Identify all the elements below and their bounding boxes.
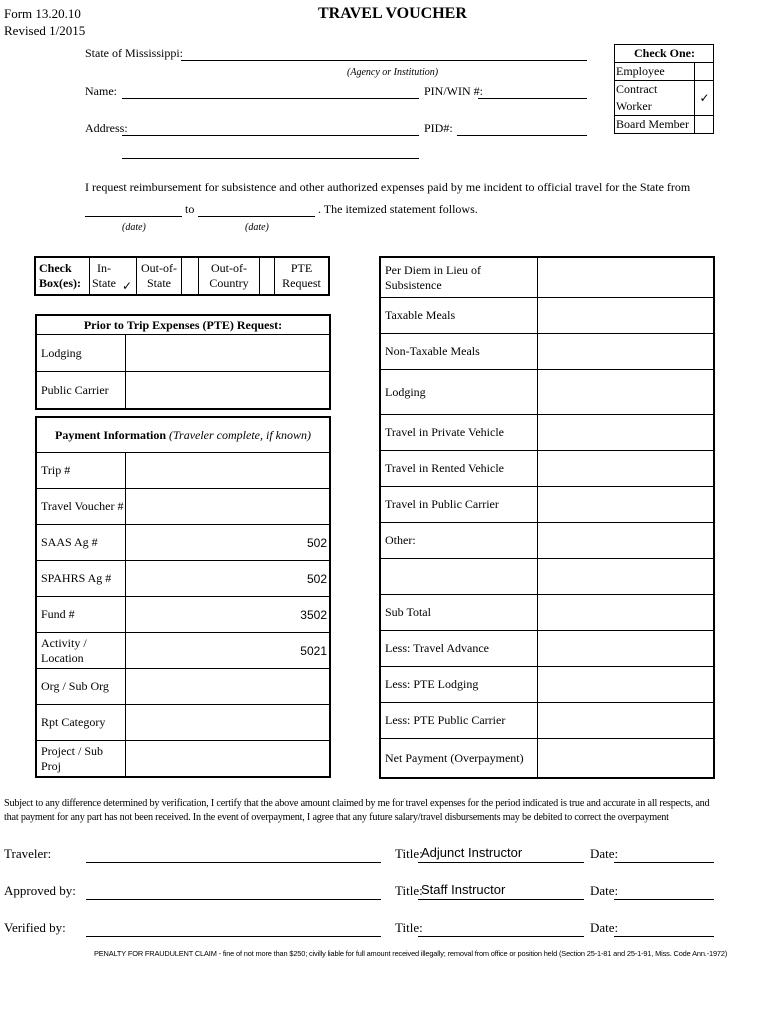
trip-number-field[interactable] [126,453,331,489]
address-field-1[interactable] [122,135,419,136]
row-label: Org / Sub Org [36,669,126,705]
row-label: SPAHRS Ag # [36,561,126,597]
expense-label[interactable] [380,559,538,595]
table-row [380,487,714,523]
out-of-state-checkbox[interactable]: Out-of- State [137,257,182,295]
table-row [380,523,714,559]
row-label: Trip # [36,453,126,489]
rpt-category-field[interactable] [126,705,331,741]
expense-label: Net Payment (Overpayment) [380,739,538,779]
rented-vehicle-field[interactable] [538,451,715,487]
agency-field[interactable] [181,60,587,61]
other-field-2[interactable] [538,559,715,595]
expense-label: Per Diem in Lieu of Subsistence [380,257,538,298]
per-diem-field[interactable] [538,257,715,298]
approver-title-value: Staff Instructor [421,882,506,897]
public-carrier-field[interactable] [538,487,715,523]
table-row [380,667,714,703]
table-row [380,370,714,415]
table-row [36,489,330,525]
date-from-caption: (date) [122,222,146,233]
expense-label: Sub Total [380,595,538,631]
title-label: Title: [395,846,423,861]
approver-signature-field[interactable] [86,899,381,900]
travel-type-checkboxes [34,256,330,296]
approver-title-field[interactable] [418,899,584,900]
table-row [380,631,714,667]
check-option-employee[interactable] [615,63,714,81]
check-one-header: Check One: [615,45,714,63]
option-checkbox[interactable] [695,116,714,134]
checkbox-label: Check Box(es): [35,257,90,295]
table-row [380,334,714,370]
table-row [36,561,330,597]
subtotal-field[interactable] [538,595,715,631]
table-row [380,739,714,779]
row-label: Project / Sub Proj [36,741,126,778]
certification-text: Subject to any difference determined by verification, I certify that the above amount claimed by me for travel expenses for the period indicated is true and accurate in all respects, and that payment for any part has not been received. In the event of overpayment, I agree that any future salary/travel disbursements may be debited to correct the overpayment [4,798,710,823]
pid-label: PID#: [424,121,453,135]
revised-date: Revised 1/2015 [4,23,86,38]
pte-public-carrier-field[interactable] [126,372,331,410]
traveler-title-value: Adjunct Instructor [421,845,523,860]
date-label: Date: [590,846,619,861]
request-text: I request reimbursement for subsistence and other authorized expenses paid by me incident to official travel for the State from [85,180,691,194]
option-checkbox[interactable]: ✓ [695,81,714,116]
agency-caption: (Agency or Institution) [347,67,439,78]
taxable-meals-field[interactable] [538,298,715,334]
table-row [36,453,330,489]
row-label: Fund # [36,597,126,633]
expense-label: Taxable Meals [380,298,538,334]
pte-header: Prior to Trip Expenses (PTE) Request: [36,315,330,335]
date-to-field[interactable] [198,216,315,217]
org-field[interactable] [126,669,331,705]
other-field[interactable] [538,523,715,559]
expense-label: Non-Taxable Meals [380,334,538,370]
name-label: Name: [85,84,117,98]
row-label: Travel Voucher # [36,489,126,525]
expense-label: Travel in Private Vehicle [380,415,538,451]
pte-lodging-less-field[interactable] [538,667,715,703]
row-label: Rpt Category [36,705,126,741]
expense-label: Less: PTE Public Carrier [380,703,538,739]
check-one-box [614,44,714,134]
table-row [36,597,330,633]
non-taxable-meals-field[interactable] [538,334,715,370]
verifier-title-field[interactable] [418,936,584,937]
traveler-label: Traveler: [4,846,52,861]
state-label: State of Mississippi: [85,46,184,60]
verifier-date-field[interactable] [614,936,714,937]
expense-label: Other: [380,523,538,559]
table-row [36,633,330,669]
table-row [380,595,714,631]
travel-advance-field[interactable] [538,631,715,667]
address-label: Address: [85,121,128,135]
project-field[interactable] [126,741,331,778]
verifier-signature-field[interactable] [86,936,381,937]
expense-label: Less: PTE Lodging [380,667,538,703]
penalty-notice: PENALTY FOR FRAUDULENT CLAIM - fine of not more than $250; civilly liable for full amount received illegally; removal from office or position held (Section 25-1-81 and 25-1-91, Miss. Code Ann.-1972) [94,949,728,958]
out-of-country-checkbox[interactable]: Out-of- Country [199,257,260,295]
table-row [36,669,330,705]
expense-label: Lodging [380,370,538,415]
lodging-field[interactable] [538,370,715,415]
traveler-title-field[interactable] [418,862,584,863]
in-state-checkbox[interactable]: ✓ [118,257,137,295]
expense-table [379,256,715,779]
expense-label: Less: Travel Advance [380,631,538,667]
date-label: Date: [590,920,619,935]
expense-label: Travel in Rented Vehicle [380,451,538,487]
row-label: SAAS Ag # [36,525,126,561]
check-option-board-member[interactable] [615,116,714,134]
expense-label: Travel in Public Carrier [380,487,538,523]
pte-public-carrier-less-field[interactable] [538,703,715,739]
title-label: Title: [395,920,423,935]
approver-date-field[interactable] [614,899,714,900]
table-row [380,559,714,595]
table-row [36,741,330,778]
private-vehicle-field[interactable] [538,415,715,451]
table-row [36,372,330,410]
form-number: Form 13.20.10 [4,6,81,21]
payment-header: Payment Information (Traveler complete, if known) [36,417,330,453]
page-title: TRAVEL VOUCHER [318,5,467,22]
to-label: to [185,202,195,216]
pte-request-table [35,314,331,410]
activity-location-field[interactable]: 5021 [126,633,331,669]
net-payment-field[interactable] [538,739,715,779]
table-row [36,335,330,372]
pte-request-checkbox[interactable]: PTE Request [275,257,330,295]
in-state-label: In- State [90,257,119,295]
voucher-number-field[interactable] [126,489,331,525]
verified-by-label: Verified by: [4,920,66,935]
pid-field[interactable] [457,135,587,136]
out-of-country-box[interactable] [260,257,275,295]
traveler-signature-field[interactable] [86,862,381,863]
pte-lodging-field[interactable] [126,335,331,372]
table-row [36,525,330,561]
pin-field[interactable] [478,98,587,99]
saas-ag-field[interactable]: 502 [126,525,331,561]
date-label: Date: [590,883,619,898]
option-label: Contract Worker [615,81,695,116]
check-option-contract-worker[interactable] [615,81,714,116]
option-label: Employee [615,63,695,81]
table-row [380,257,714,298]
option-checkbox[interactable] [695,63,714,81]
table-row [380,703,714,739]
pte-row-label: Public Carrier [36,372,126,410]
pin-label: PIN/WIN #: [424,84,483,98]
date-from-field[interactable] [85,216,182,217]
table-row [380,298,714,334]
fund-field[interactable]: 3502 [126,597,331,633]
payment-info-table [35,416,331,778]
option-label: Board Member [615,116,695,134]
traveler-date-field[interactable] [614,862,714,863]
table-row [380,415,714,451]
name-field[interactable] [122,98,419,99]
spahrs-ag-field[interactable]: 502 [126,561,331,597]
row-label: Activity / Location [36,633,126,669]
approved-by-label: Approved by: [4,883,76,898]
title-label: Title: [395,883,423,898]
out-of-state-box[interactable] [182,257,199,295]
date-to-caption: (date) [245,222,269,233]
table-row [36,705,330,741]
pte-row-label: Lodging [36,335,126,372]
address-field-2[interactable] [122,158,419,159]
table-row [380,451,714,487]
follows-text: . The itemized statement follows. [318,202,478,216]
